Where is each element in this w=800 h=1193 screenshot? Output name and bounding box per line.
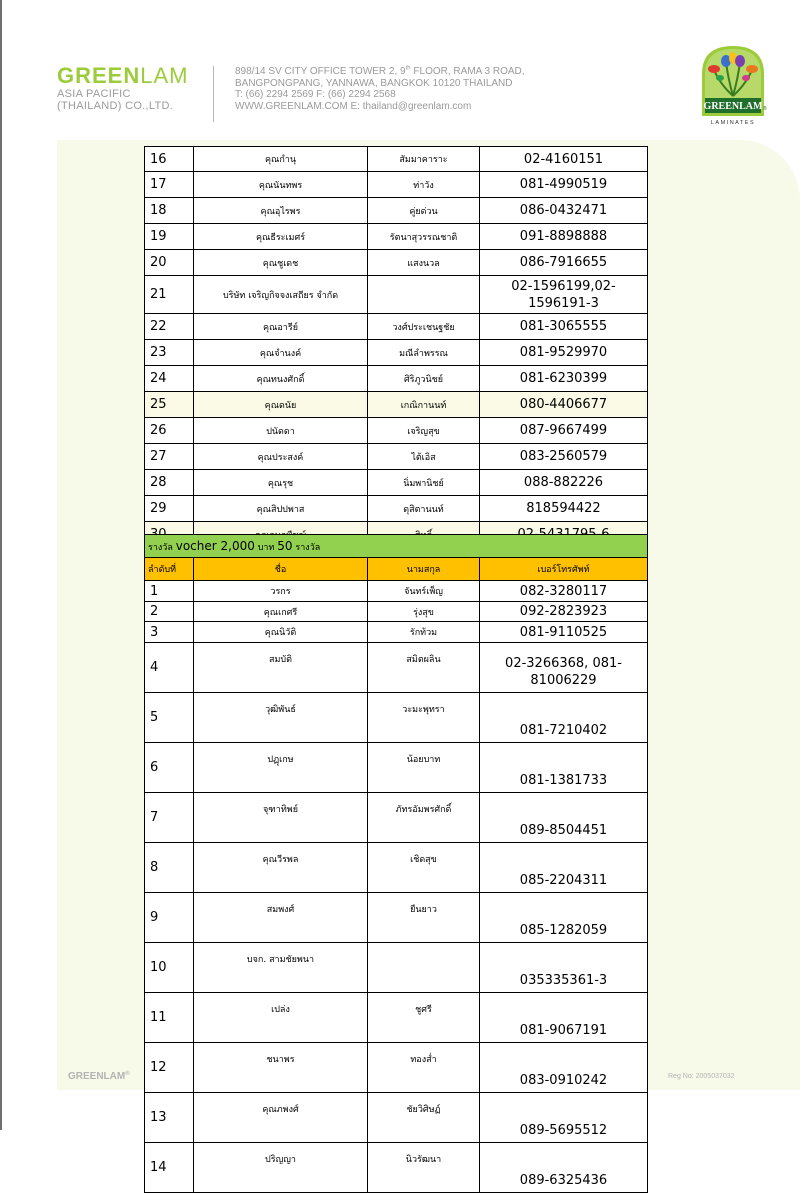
- row-number: 6: [145, 743, 194, 793]
- company-brand: [57, 64, 189, 112]
- row-phone: 080-4406677: [480, 392, 648, 418]
- row-number: 22: [145, 314, 194, 340]
- row-surname: สัมมาคาราะ: [368, 147, 480, 172]
- table-row: [145, 224, 648, 250]
- row-name: จุฑาทิพย์: [194, 793, 368, 843]
- row-phone: 083-0910242: [480, 1043, 648, 1093]
- row-surname: วงศ์ประเชนฐชัย: [368, 314, 480, 340]
- row-number: 10: [145, 943, 194, 993]
- row-name: คุณจำนงค์: [194, 340, 368, 366]
- row-phone: 081-9529970: [480, 340, 648, 366]
- header-surname: นามสกุล: [368, 558, 480, 581]
- row-phone: 089-6325436: [480, 1143, 648, 1193]
- row-surname: เกณิกานนท์: [368, 392, 480, 418]
- row-number: 25: [145, 392, 194, 418]
- row-name: เปล่ง: [194, 993, 368, 1043]
- company-address: [235, 66, 525, 112]
- row-number: 3: [145, 622, 194, 643]
- row-name: คุณภพงศ์: [194, 1093, 368, 1143]
- footer-reg-no: Reg No: 2005037032: [668, 1073, 735, 1080]
- row-phone: 085-2204311: [480, 843, 648, 893]
- row-number: 9: [145, 893, 194, 943]
- table-row: [145, 444, 648, 470]
- table-row: [145, 1093, 648, 1143]
- row-name: วุฒิพันธ์: [194, 693, 368, 743]
- row-name: ปนัดดา: [194, 418, 368, 444]
- row-number: 20: [145, 250, 194, 276]
- header-phone: เบอร์โทรศัพท์: [480, 558, 648, 581]
- row-name: คุณอุไรพร: [194, 198, 368, 224]
- row-name: คุณรุช: [194, 470, 368, 496]
- table-header-row: [145, 558, 648, 581]
- row-phone: 081-6230399: [480, 366, 648, 392]
- row-number: 29: [145, 496, 194, 522]
- row-phone: 035335361-3: [480, 943, 648, 993]
- row-number: 21: [145, 276, 194, 314]
- table-row: [145, 470, 648, 496]
- brand-name: GREENLAM: [57, 63, 189, 88]
- row-phone: 081-3065555: [480, 314, 648, 340]
- row-number: 7: [145, 793, 194, 843]
- row-surname: นิ่มพานิชย์: [368, 470, 480, 496]
- row-name: คุณอารีย์: [194, 314, 368, 340]
- address-line-4: WWW.GREENLAM.COM E: thailand@greenlam.com: [235, 100, 472, 112]
- winners-table-1: [144, 146, 648, 548]
- greenlam-logo-icon: [700, 44, 766, 128]
- row-phone: 081-9110525: [480, 622, 648, 643]
- row-number: 11: [145, 993, 194, 1043]
- table-row: [145, 250, 648, 276]
- row-phone: 088-882226: [480, 470, 648, 496]
- row-phone: 081-9067191: [480, 993, 648, 1043]
- row-phone: 081-7210402: [480, 693, 648, 743]
- table-row: [145, 793, 648, 843]
- row-surname: ชูศรี: [368, 993, 480, 1043]
- table-row: [145, 993, 648, 1043]
- row-name: สมพงศ์: [194, 893, 368, 943]
- row-name: ชนาพร: [194, 1043, 368, 1093]
- row-phone: 02-3266368, 081-81006229: [480, 643, 648, 693]
- row-name: คุณดนัย: [194, 392, 368, 418]
- table-row: [145, 693, 648, 743]
- row-surname: น้อยบาท: [368, 743, 480, 793]
- row-number: 5: [145, 693, 194, 743]
- table-row: [145, 743, 648, 793]
- row-surname: คู่ยด่วน: [368, 198, 480, 224]
- table-row: [145, 392, 648, 418]
- row-phone: 089-5695512: [480, 1093, 648, 1143]
- brand-sub-1: ASIA PACIFIC: [57, 88, 131, 100]
- row-name: ปริญญา: [194, 1143, 368, 1193]
- row-phone: 081-4990519: [480, 172, 648, 198]
- winners-table-2: [144, 534, 648, 1193]
- row-name: คุณสิปปพาส: [194, 496, 368, 522]
- row-name: คุณวีรพล: [194, 843, 368, 893]
- table-row: [145, 943, 648, 993]
- brand-sub-2: (THAILAND) CO.,LTD.: [57, 100, 174, 112]
- row-name: คุณเกศรี: [194, 602, 368, 622]
- row-phone: 02-1596199,02-1596191-3: [480, 276, 648, 314]
- row-number: 12: [145, 1043, 194, 1093]
- row-surname: จันทร์เพ็ญ: [368, 581, 480, 602]
- table-row: [145, 622, 648, 643]
- row-number: 26: [145, 418, 194, 444]
- row-phone: 02-4160151: [480, 147, 648, 172]
- row-number: 16: [145, 147, 194, 172]
- row-number: 8: [145, 843, 194, 893]
- row-phone: 818594422: [480, 496, 648, 522]
- table-row: [145, 147, 648, 172]
- row-surname: ศิริภูวนิชย์: [368, 366, 480, 392]
- row-number: 1: [145, 581, 194, 602]
- greenlam-logo: [700, 44, 766, 128]
- row-surname: เชิดสุข: [368, 843, 480, 893]
- row-name: บจก. สามชัยพนา: [194, 943, 368, 993]
- row-name: สมบัติ: [194, 643, 368, 693]
- address-line-2: BANGPONGPANG, YANNAWA, BANGKOK 10120 THAILAND: [235, 77, 513, 89]
- row-name: บริษัท เจริญกิจจงเสถียร จำกัด: [194, 276, 368, 314]
- row-surname: เจริญสุข: [368, 418, 480, 444]
- row-phone: 082-3280117: [480, 581, 648, 602]
- row-number: 4: [145, 643, 194, 693]
- row-surname: [368, 943, 480, 993]
- row-surname: ภัทรอัมพรศักดิ์: [368, 793, 480, 843]
- row-surname: ทองส่ำ: [368, 1043, 480, 1093]
- row-number: 13: [145, 1093, 194, 1143]
- row-phone: 091-8898888: [480, 224, 648, 250]
- row-surname: รุ่งสุข: [368, 602, 480, 622]
- row-surname: [368, 276, 480, 314]
- row-number: 24: [145, 366, 194, 392]
- row-number: 23: [145, 340, 194, 366]
- row-number: 17: [145, 172, 194, 198]
- table-row: [145, 172, 648, 198]
- table-row: [145, 418, 648, 444]
- row-surname: สมิตผลิน: [368, 643, 480, 693]
- prize-section-title: รางวัล vocher 2,000 บาท 50 รางวัล: [145, 535, 648, 558]
- row-name: คุณชูเดช: [194, 250, 368, 276]
- header-name: ชื่อ: [194, 558, 368, 581]
- table-row: [145, 340, 648, 366]
- row-phone: 085-1282059: [480, 893, 648, 943]
- row-phone: 081-1381733: [480, 743, 648, 793]
- row-surname: รัตนาสุวรรณชาติ: [368, 224, 480, 250]
- row-phone: 089-8504451: [480, 793, 648, 843]
- table-row: [145, 893, 648, 943]
- header-divider: [213, 66, 214, 122]
- row-surname: มณีลำพรรณ: [368, 340, 480, 366]
- row-name: คุณประสงค์: [194, 444, 368, 470]
- row-number: 19: [145, 224, 194, 250]
- table-row: [145, 1043, 648, 1093]
- row-surname: วะมะพุทรา: [368, 693, 480, 743]
- table-row: [145, 1143, 648, 1193]
- row-phone: 092-2823923: [480, 602, 648, 622]
- address-line-1: 898/14 SV CITY OFFICE TOWER 2, 9th FLOOR, RAMA 3 ROAD,: [235, 65, 525, 77]
- svg-text:®: ®: [763, 106, 767, 112]
- row-name: ปฏุเกษ: [194, 743, 368, 793]
- row-surname: ไต้เอิส: [368, 444, 480, 470]
- header-no: ลำดับที่: [145, 558, 194, 581]
- row-phone: 087-9667499: [480, 418, 648, 444]
- row-name: คุณนันทพร: [194, 172, 368, 198]
- row-surname: ยืนยาว: [368, 893, 480, 943]
- table-row: [145, 843, 648, 893]
- row-phone: 083-2560579: [480, 444, 648, 470]
- row-name: คุณทนงศักดิ์: [194, 366, 368, 392]
- footer-brand: GREENLAM®: [68, 1071, 130, 1082]
- row-phone: 086-7916655: [480, 250, 648, 276]
- row-number: 14: [145, 1143, 194, 1193]
- row-surname: นิวรัฒนา: [368, 1143, 480, 1193]
- table-row: [145, 314, 648, 340]
- page-edge: [0, 0, 2, 1130]
- svg-text:GREENLAM: GREENLAM: [703, 101, 763, 112]
- row-name: วรกร: [194, 581, 368, 602]
- table-row: [145, 643, 648, 693]
- svg-text:LAMINATES: LAMINATES: [710, 120, 756, 126]
- table-row: [145, 198, 648, 224]
- row-phone: 086-0432471: [480, 198, 648, 224]
- row-surname: ชัยวิศิษฏ์: [368, 1093, 480, 1143]
- row-name: คุณธีระเมศร์: [194, 224, 368, 250]
- row-surname: รักท้วม: [368, 622, 480, 643]
- table-row: [145, 581, 648, 602]
- row-number: 28: [145, 470, 194, 496]
- address-line-3: T: (66) 2294 2569 F: (66) 2294 2568: [235, 89, 396, 101]
- table-row: [145, 602, 648, 622]
- row-number: 18: [145, 198, 194, 224]
- prize-section-row: [145, 535, 648, 558]
- row-number: 27: [145, 444, 194, 470]
- row-surname: ท่าวัง: [368, 172, 480, 198]
- table-row: [145, 276, 648, 314]
- row-number: 2: [145, 602, 194, 622]
- row-surname: ดุสิตานนท์: [368, 496, 480, 522]
- row-name: คุณนิวัติ: [194, 622, 368, 643]
- row-name: คุณกำนุ: [194, 147, 368, 172]
- table-row: [145, 496, 648, 522]
- table-row: [145, 366, 648, 392]
- row-surname: แสงนวล: [368, 250, 480, 276]
